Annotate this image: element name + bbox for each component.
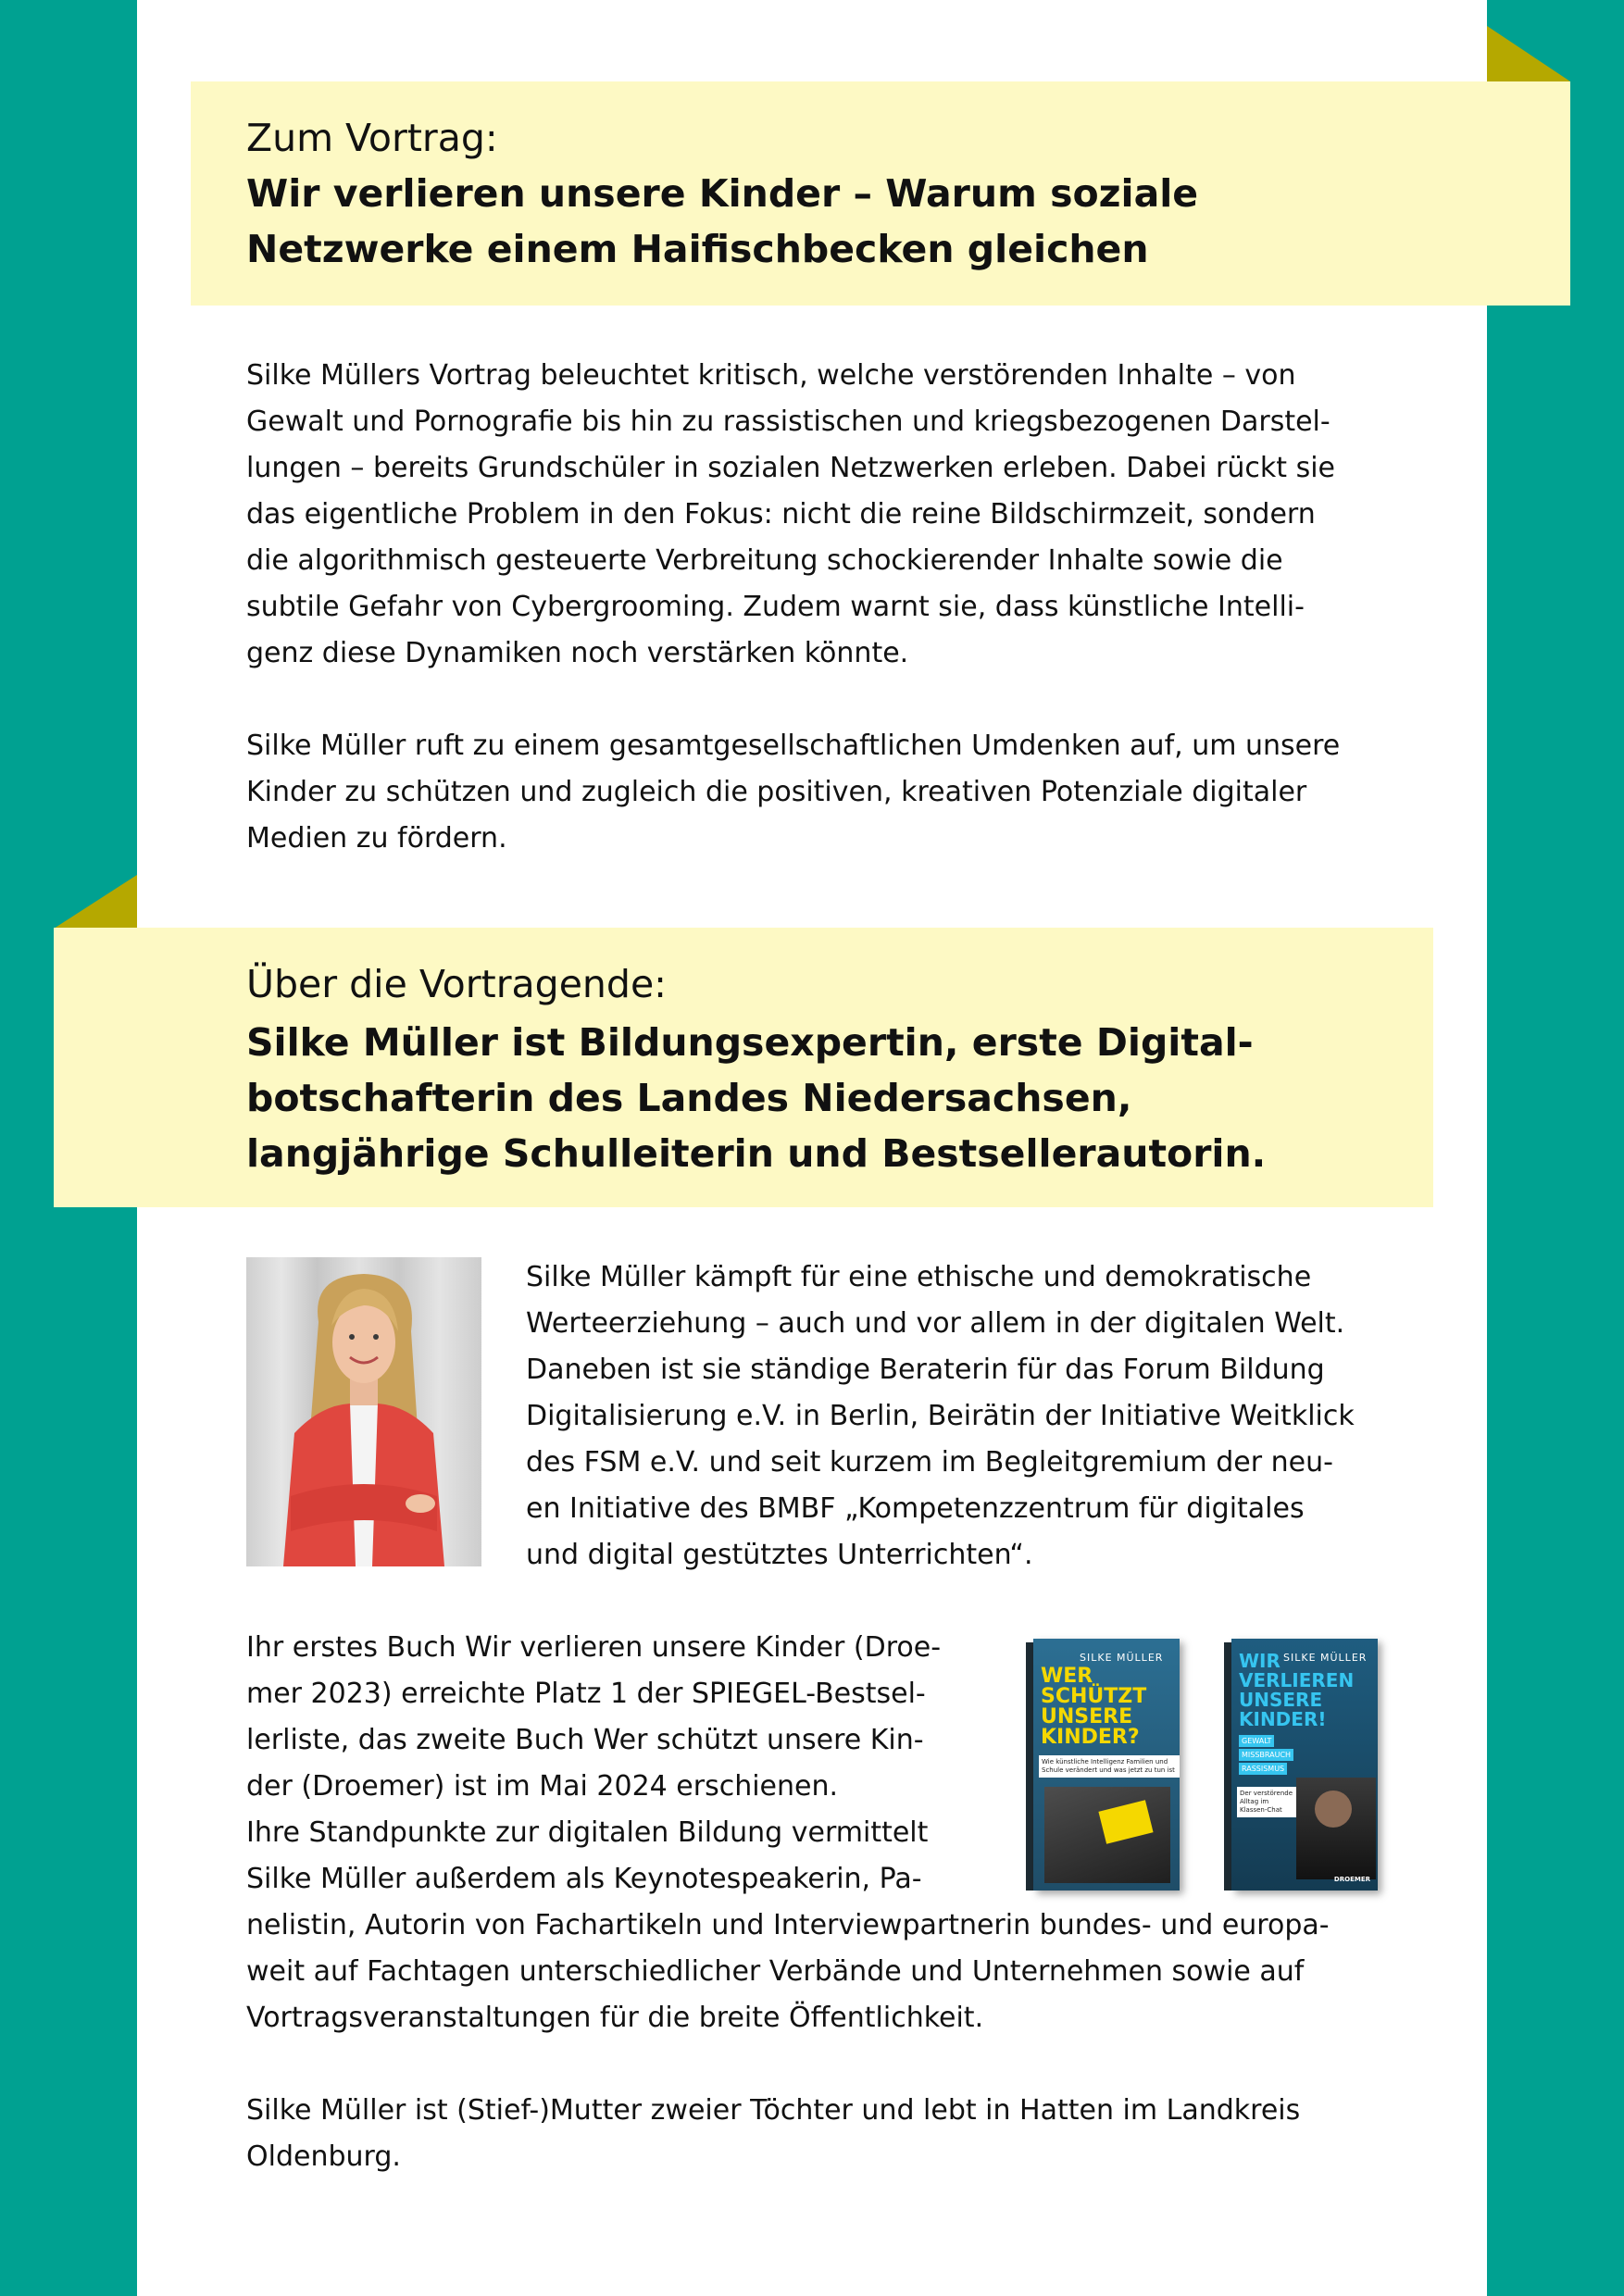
book-cover-face <box>1231 1639 1378 1890</box>
speaker-portrait-photo <box>246 1257 481 1566</box>
text-line: der (Droemer) ist im Mai 2024 erschienen. <box>246 1770 839 1803</box>
book-tag: GEWALT <box>1239 1735 1274 1747</box>
text-line: Silke Müllers Vortrag beleuchtet kritisch, welche verstörenden Inhalte – von <box>246 359 1296 392</box>
book-title-line: UNSERE <box>1041 1705 1133 1728</box>
book-title-line: WER <box>1041 1665 1093 1688</box>
speaker-title-line-2: botschafterin des Landes Niedersachsen, <box>246 1076 1132 1120</box>
book-subtitle: Der verstörende Alltag im Klassen-Chat <box>1237 1787 1298 1817</box>
text-line: Silke Müller ist (Stief-)Mutter zweier Töchter und lebt in Hatten im Landkreis <box>246 2094 1301 2127</box>
text-line: lungen – bereits Grundschüler in sozialen Netzwerken erleben. Dabei rückt sie <box>246 452 1335 484</box>
speaker-bio-paragraph <box>526 1254 1355 1578</box>
text-line: nelistin, Autorin von Fachartikeln und Interviewpartnerin bundes- und europa- <box>246 1909 1330 1941</box>
talk-description-paragraph <box>246 353 1335 677</box>
text-line: das eigentliche Problem in den Fokus: nicht die reine Bildschirmzeit, sondern <box>246 498 1316 530</box>
talk-heading: Zum Vortrag: <box>246 116 498 160</box>
text-line: die algorithmisch gesteuerte Verbreitung schockierender Inhalte sowie die <box>246 544 1283 577</box>
book-title-line: KINDER? <box>1041 1726 1140 1749</box>
text-line: Silke Müller außerdem als Keynotespeakerin, Pa- <box>246 1863 922 1895</box>
text-line: Ihre Standpunkte zur digitalen Bildung vermittelt <box>246 1816 929 1849</box>
book-title-line: WIR <box>1239 1650 1280 1672</box>
text-line: und digital gestütztes Unterrichten“. <box>526 1539 1033 1571</box>
text-line: Werteerziehung – auch und vor allem in der digitalen Welt. <box>526 1307 1345 1340</box>
text-line: Silke Müller kämpft für eine ethische und demokratische <box>526 1261 1312 1293</box>
speaker-heading: Über die Vortragende: <box>246 962 667 1006</box>
book-subtitle: Wie künstliche Intelligenz Familien und Schule verändert und was jetzt zu tun ist <box>1039 1755 1180 1778</box>
text-line: subtile Gefahr von Cybergrooming. Zudem warnt sie, dass künstliche Intelli- <box>246 591 1305 623</box>
text-line: mer 2023) erreichte Platz 1 der SPIEGEL-Bestsel- <box>246 1678 926 1710</box>
laptop-screen-shape <box>1098 1800 1153 1844</box>
text-line: Oldenburg. <box>246 2140 401 2173</box>
text-line: Ihr erstes Buch Wir verlieren unsere Kinder (Droe- <box>246 1631 942 1664</box>
book-author: SILKE MÜLLER <box>1080 1652 1164 1664</box>
book-cover-wir-verlieren <box>1224 1639 1378 1890</box>
book-publisher: DROEMER <box>1333 1876 1370 1883</box>
speaker-title-line-1: Silke Müller ist Bildungsexpertin, erste Digital- <box>246 1020 1254 1065</box>
right-teal-border <box>1487 0 1624 2296</box>
text-line: Gewalt und Pornografie bis hin zu rassistischen und kriegsbezogenen Darstel- <box>246 406 1330 438</box>
book-title-line: KINDER! <box>1239 1708 1327 1730</box>
text-line: Digitalisierung e.V. in Berlin, Beirätin der Initiative Weitklick <box>526 1400 1355 1432</box>
book-cover-wer-schuetzt <box>1026 1639 1180 1890</box>
book-title-line: VERLIEREN <box>1239 1669 1355 1691</box>
book-tag: MISSBRAUCH <box>1239 1749 1293 1761</box>
speaker-title-line-3: langjährige Schulleiterin und Bestsellerautorin. <box>246 1131 1267 1176</box>
book-title-line: UNSERE <box>1239 1689 1323 1711</box>
text-line: weit auf Fachtagen unterschiedlicher Verbände und Unternehmen sowie auf <box>246 1955 1305 1988</box>
talk-title-line-2: Netzwerke einem Haifischbecken gleichen <box>246 227 1149 271</box>
book-author: SILKE MÜLLER <box>1283 1652 1368 1664</box>
talk-title-line-1: Wir verlieren unsere Kinder – Warum soziale <box>246 171 1199 216</box>
text-line: des FSM e.V. und seit kurzem im Begleitgremium der neu- <box>526 1446 1333 1479</box>
book-tags <box>1239 1735 1293 1775</box>
portrait-illustration <box>246 1257 481 1566</box>
text-line: lerliste, das zweite Buch Wer schützt unsere Kin- <box>246 1724 924 1756</box>
book-title <box>1239 1652 1354 1729</box>
book-tag: RASSISMUS <box>1239 1763 1287 1775</box>
family-paragraph <box>246 2088 1300 2180</box>
book-cover-photo <box>1044 1787 1170 1883</box>
text-line: en Initiative des BMBF „Kompetenzzentrum für digitales <box>526 1492 1305 1525</box>
book-title-line: SCHÜTZT <box>1041 1685 1147 1708</box>
text-line: Silke Müller ruft zu einem gesamtgesellschaftlichen Umdenken auf, um unsere <box>246 730 1341 762</box>
text-line: Medien zu fördern. <box>246 822 507 855</box>
book-title <box>1041 1666 1146 1748</box>
talk-appeal-paragraph <box>246 723 1340 862</box>
text-line: genz diese Dynamiken noch verstärken könnte. <box>246 637 909 669</box>
text-line: Vortragsveranstaltungen für die breite Öffentlichkeit. <box>246 2002 984 2034</box>
book-cover-photo <box>1296 1778 1376 1879</box>
text-line: Kinder zu schützen und zugleich die positiven, kreativen Potenziale digitaler <box>246 776 1307 808</box>
person-head-shape <box>1315 1791 1352 1828</box>
text-line: Daneben ist sie ständige Beraterin für das Forum Bildung <box>526 1354 1325 1386</box>
book-cover-face <box>1033 1639 1180 1890</box>
